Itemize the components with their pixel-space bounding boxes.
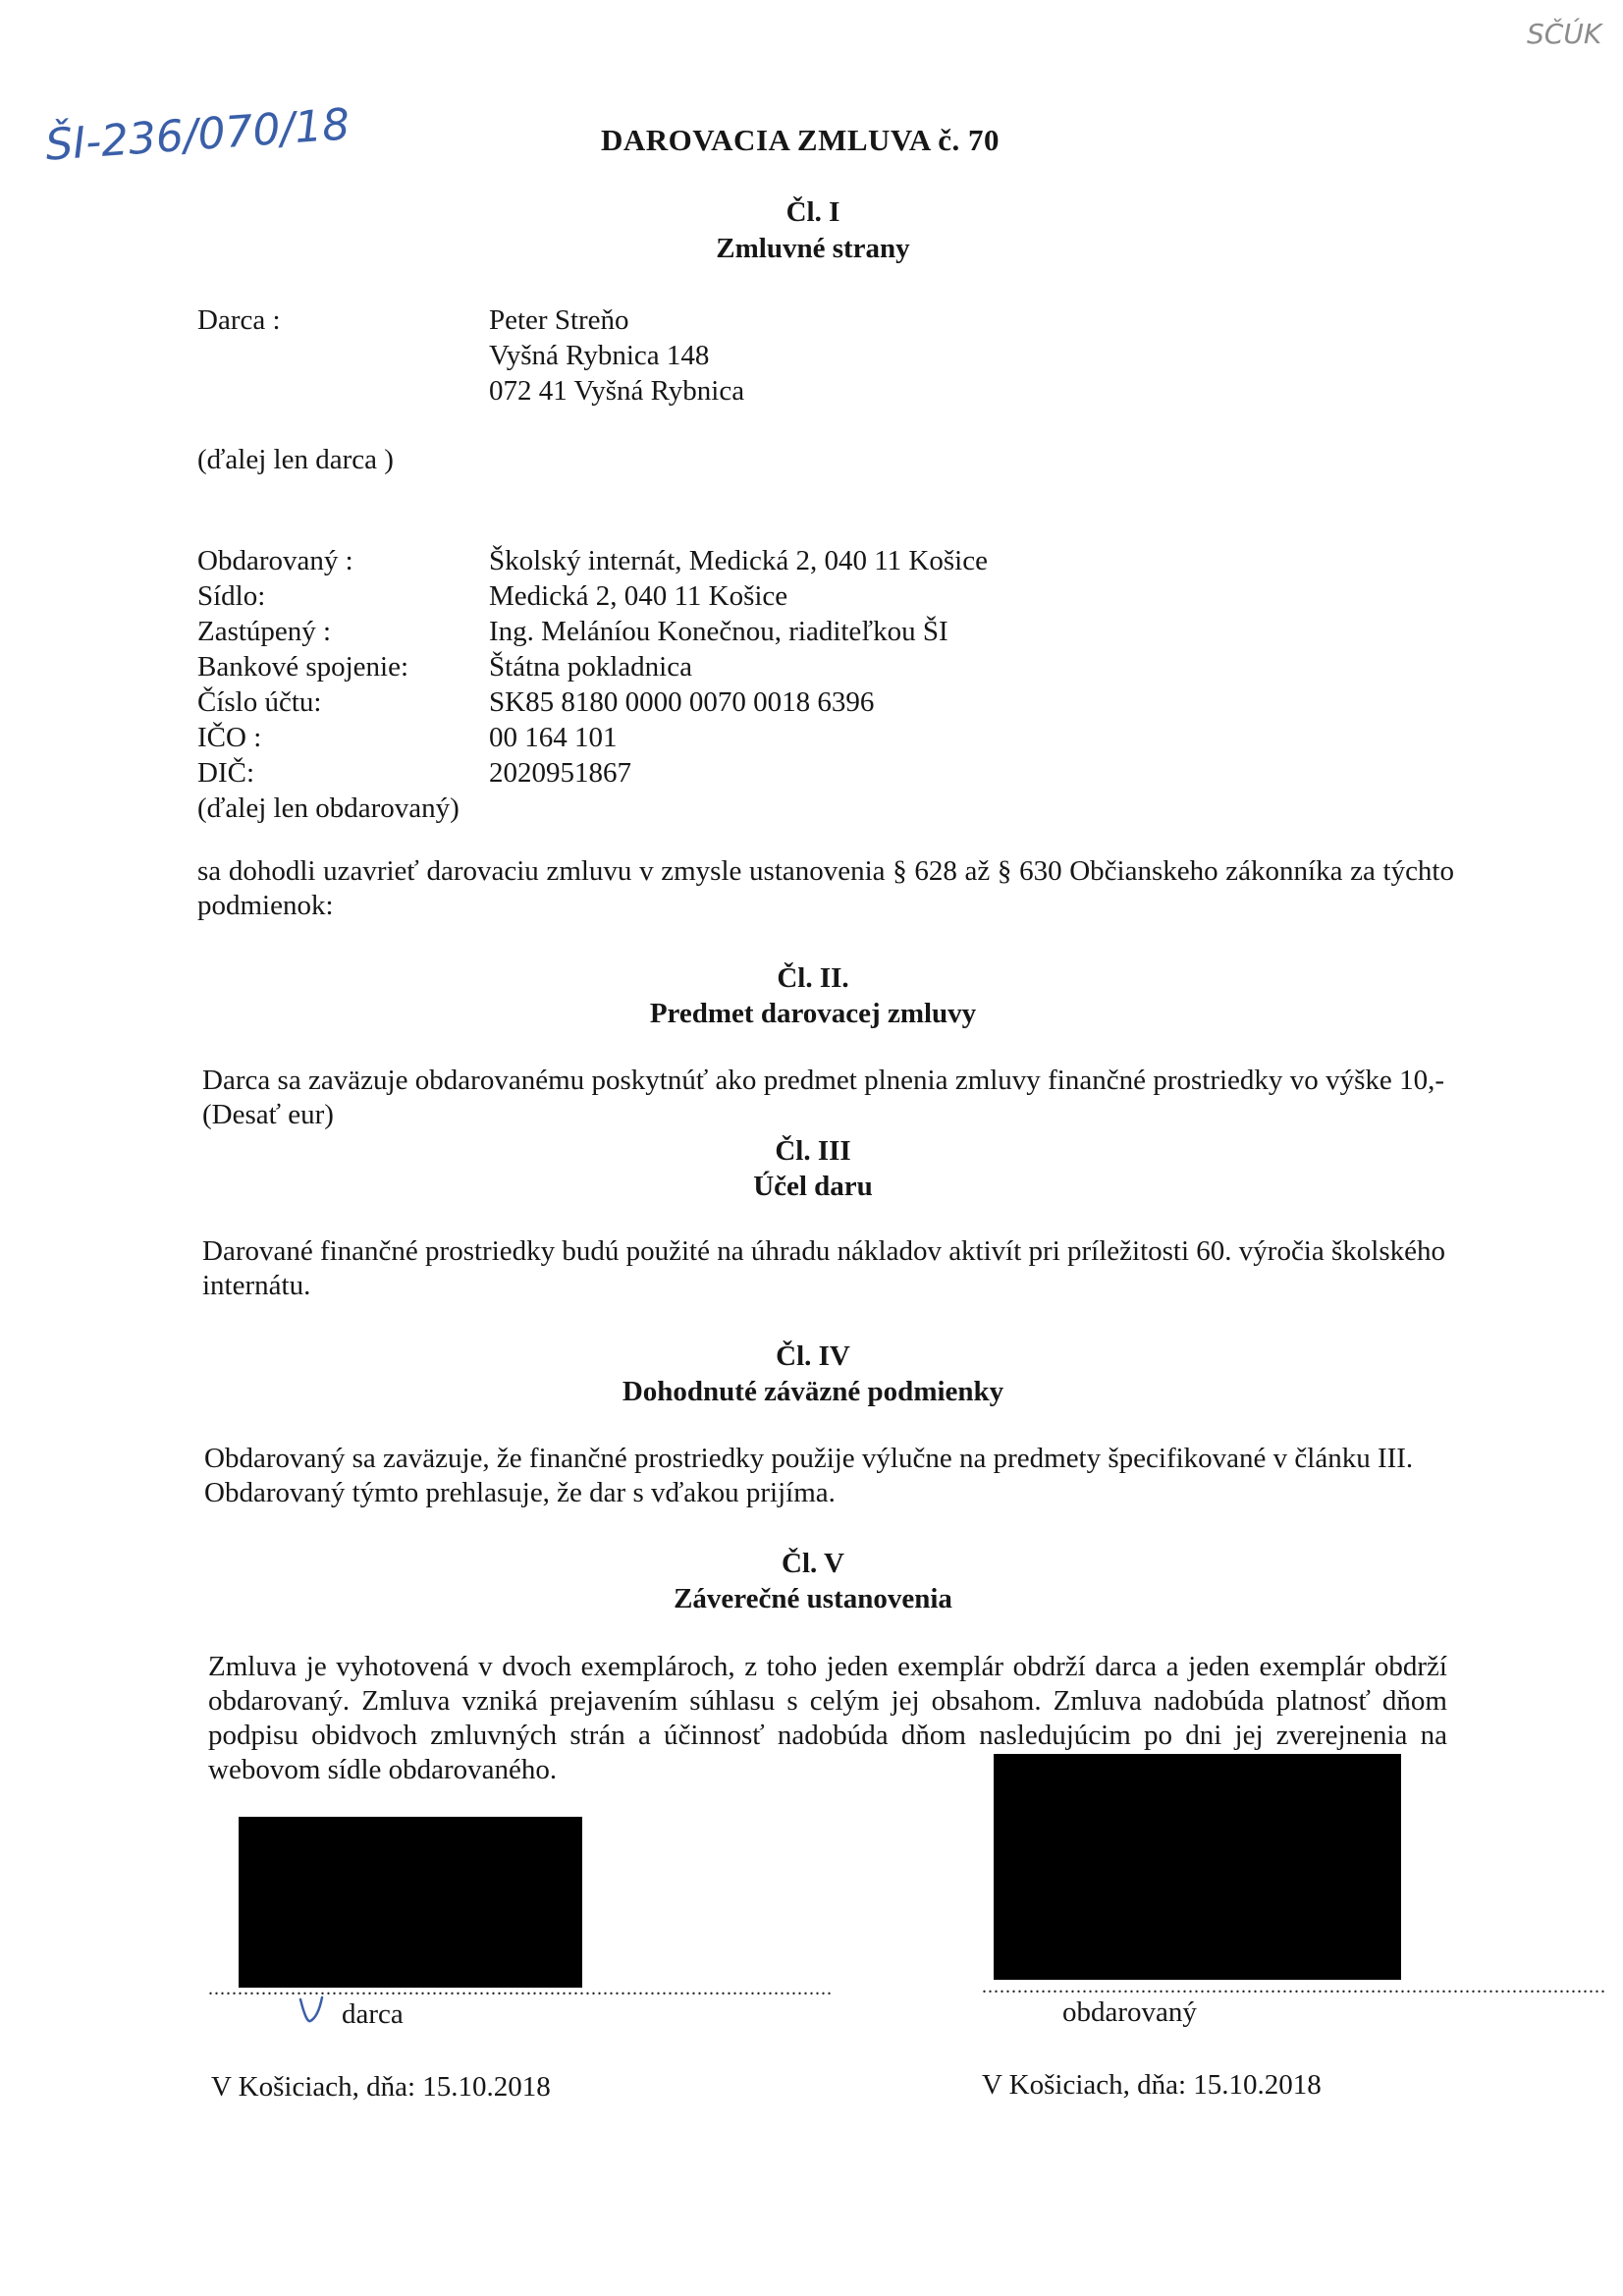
handwritten-reference-number: ŠI-236/070/18 (43, 99, 352, 171)
seat-label: Sídlo: (197, 580, 266, 612)
recipient-row (197, 684, 875, 720)
article-2-number: Čl. II. (777, 962, 849, 994)
recipient-row (197, 755, 631, 791)
bank-label: Bankové spojenie: (197, 651, 409, 683)
recipient-value: Školský internát, Medická 2, 040 11 Košice (489, 545, 988, 576)
recipient-signature-label: obdarovaný (1062, 1996, 1197, 2028)
donor-name: Peter Streňo (489, 304, 629, 336)
recipient-row (197, 578, 788, 614)
document-title: DAROVACIA ZMLUVA č. 70 (601, 123, 1001, 157)
recipient-place-date: V Košiciach, dňa: 15.10.2018 (982, 2069, 1322, 2101)
article-2-text: Darca sa zaväzuje obdarovanému poskytnúť ako predmet plnenia zmluvy finančné prostriedky vo výške 10,- (Desať eur) (202, 1065, 1444, 1130)
article-4-heading: Dohodnuté záväzné podmienky (622, 1376, 1004, 1407)
donor-note: (ďalej len darca ) (197, 444, 394, 475)
agreement-intro: sa dohodli uzavrieť darovaciu zmluvu v zmysle ustanovenia § 628 až § 630 Občianskeho zákonníka za týchto podmienok: (197, 855, 1454, 921)
ico-value: 00 164 101 (489, 722, 618, 753)
recipient-signature-redaction (994, 1754, 1401, 1980)
article-5-heading: Záverečné ustanovenia (674, 1583, 952, 1614)
donor-place-date: V Košiciach, dňa: 15.10.2018 (211, 2071, 551, 2103)
donor-signature-line: .......................................................................................................... (208, 1978, 833, 1999)
recipient-table (197, 543, 988, 826)
article-2-heading: Predmet darovacej zmluvy (649, 998, 977, 1029)
article-4-number: Čl. IV (776, 1340, 850, 1372)
recipient-note: (ďalej len obdarovaný) (197, 793, 460, 824)
article-3-heading: Účel daru (753, 1171, 873, 1202)
donor-label: Darca : (197, 304, 281, 336)
article-1-heading: Zmluvné strany (716, 233, 910, 264)
signature-check-mark (297, 1995, 326, 2025)
article-5-number: Čl. V (782, 1548, 844, 1579)
dic-value: 2020951867 (489, 757, 631, 789)
donor-signature-redaction (239, 1817, 582, 1988)
representative-label: Zastúpený : (197, 616, 332, 647)
recipient-row (197, 649, 692, 684)
recipient-row (197, 720, 618, 755)
recipient-signature-line: .......................................................................................................... (982, 1976, 1606, 1997)
article-5-text: Zmluva je vyhotovená v dvoch exemplároch, z toho jeden exemplár obdrží darca a jeden exemplár obdrží obdarovaný. Zmluva vzniká prejavením súhlasu s celým jej obsahom. Zmluva nadobúda platnosť dňom podpisu obidvoch zmluvných strán a účinnosť nadobúda dňom nasledujúcim po dni jej zverejnenia na webovom sídle obdarovaného. (208, 1651, 1447, 1785)
representative-value: Ing. Meláníou Konečnou, riaditeľkou ŠI (489, 616, 948, 647)
donor-signature-label: darca (342, 1998, 404, 2030)
dic-label: DIČ: (197, 757, 254, 789)
donor-block (489, 302, 744, 409)
recipient-row (197, 614, 948, 649)
handwritten-corner-mark: SČÚK (1527, 18, 1602, 50)
donor-street: Vyšná Rybnica 148 (489, 340, 710, 371)
recipient-label: Obdarovaný : (197, 545, 353, 576)
bank-value: Štátna pokladnica (489, 651, 692, 683)
recipient-row (197, 543, 988, 578)
seat-value: Medická 2, 040 11 Košice (489, 580, 788, 612)
article-3-text: Darované finančné prostriedky budú použité na úhradu nákladov aktivít pri príležitosti 60. výročia školského internátu. (202, 1235, 1445, 1301)
article-4-text: Obdarovaný sa zaväzuje, že finančné prostriedky použije výlučne na predmety špecifikované v článku III. Obdarovaný týmto prehlasuje, že dar s vďakou prijíma. (204, 1443, 1414, 1508)
article-3-number: Čl. III (775, 1135, 851, 1167)
account-label: Číslo účtu: (197, 686, 322, 718)
article-1-number: Čl. I (785, 196, 840, 228)
ico-label: IČO : (197, 722, 262, 753)
donor-city: 072 41 Vyšná Rybnica (489, 375, 745, 407)
account-value: SK85 8180 0000 0070 0018 6396 (489, 686, 875, 718)
